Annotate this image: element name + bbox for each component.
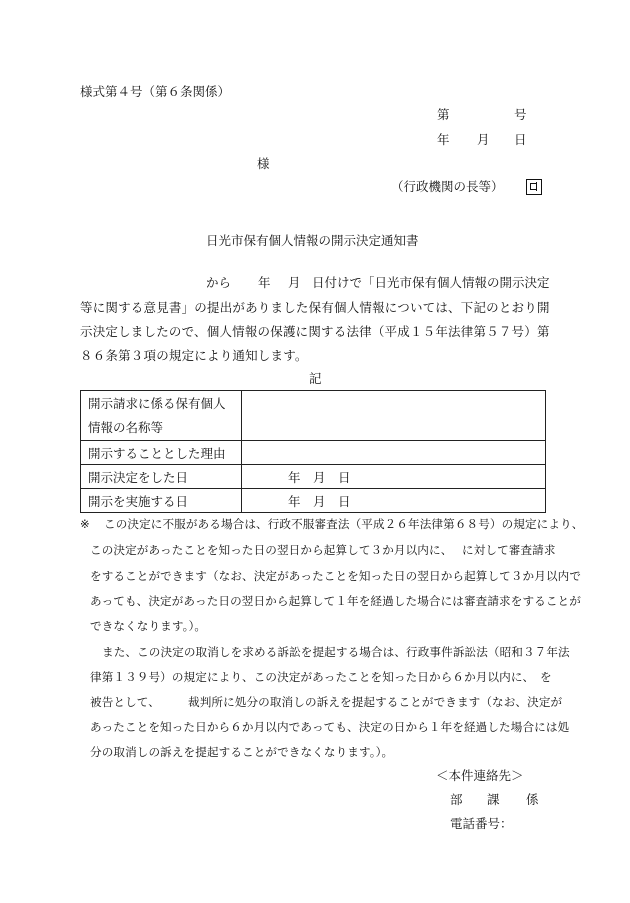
date-year: 年 [437, 132, 450, 147]
form-number: 様式第４号（第６条関係） [80, 84, 231, 99]
row2-label: 開示することとした理由 [81, 441, 242, 465]
note-p1-line1: この決定に不服がある場合は、行政不服審査法（平成２６年法律第６８号）の規定により、 [104, 517, 584, 531]
date-day: 日 [514, 132, 527, 147]
table-row [81, 465, 546, 489]
table-row [81, 441, 546, 465]
note-p1-line3: をすることができます（なお、決定があったことを知った日の翌日から起算して３か月以内で [90, 569, 582, 583]
note-p2-line3a: 被告として、 [90, 695, 160, 709]
doc-number-suffix: 号 [514, 107, 527, 122]
note-p2-line1: また、この決定の取消しを求める訴訟を提起する場合は、行政事件訴訟法（昭和３７年法 [102, 645, 570, 659]
note-p1-line4: あっても、決定があった日の翌日から起算して１年を経過した場合には審査請求をすることが [90, 594, 581, 608]
document-title: 日光市保有個人情報の開示決定通知書 [206, 233, 419, 248]
row1-label-b: 情報の名称等 [88, 419, 164, 435]
sender-name: （行政機関の長等） [391, 179, 504, 194]
row3-label: 開示決定をした日 [81, 465, 242, 489]
body-line2: 等に関する意見書」の提出がありました保有個人情報については、下記のとおり開 [80, 300, 550, 315]
body-from: から [206, 275, 232, 290]
seal-icon [526, 179, 542, 195]
body-year: 年 [258, 275, 271, 290]
note-p1-line2b: に対して審査請求 [462, 543, 556, 557]
table-row [81, 489, 546, 513]
note-p2-line3b: 裁判所に処分の取消しの訴えを提起することができます（なお、決定が [188, 695, 563, 709]
contact-phone-label: 電話番号： [450, 816, 513, 831]
doc-number-prefix: 第 [437, 107, 450, 122]
row1-label-a: 開示請求に係る保有個人 [88, 395, 226, 411]
recipient-honorific: 様 [257, 156, 270, 171]
table-value-cell [242, 391, 546, 441]
contact-dept-kakari: 係 [526, 792, 539, 807]
row3-value: 年 月 日 [242, 465, 546, 489]
contact-dept-ka: 課 [487, 792, 500, 807]
note-p2-line4: あったことを知った日から６か月以内であっても、決定の日から１年を経過した場合には処 [90, 720, 570, 734]
table-label-cell [81, 391, 242, 441]
table-value-cell [242, 441, 546, 465]
date-month: 月 [477, 132, 490, 147]
info-table [80, 390, 546, 513]
row4-label: 開示を実施する日 [81, 489, 242, 513]
note-p2-line2b: を [540, 670, 552, 684]
ki-heading: 記 [309, 371, 322, 386]
row4-value: 年 月 日 [242, 489, 546, 513]
note-p1-line5: できなくなります。）。 [90, 619, 207, 633]
table-row [81, 391, 546, 441]
note-p1-line2a: この決定があったことを知った日の翌日から起算して３か月以内に、 [90, 543, 453, 557]
body-line4: ８６条第３項の規定により通知します。 [80, 348, 308, 363]
contact-heading: ＜本件連絡先＞ [436, 768, 524, 783]
contact-dept-bu: 部 [450, 792, 463, 807]
body-line3: 示決定しましたので、個人情報の保護に関する法律（平成１５年法律第５７号）第 [80, 324, 550, 339]
body-line1-rest: 日付けで「日光市保有個人情報の開示決定 [312, 275, 550, 290]
body-month: 月 [288, 275, 301, 290]
note-p2-line2a: 律第１３９号）の規定により、この決定があったことを知った日から６か月以内に、 [90, 670, 535, 684]
note-mark: ※ [80, 517, 90, 531]
note-p2-line5: 分の取消しの訴えを提起することができなくなります。）。 [90, 745, 394, 759]
